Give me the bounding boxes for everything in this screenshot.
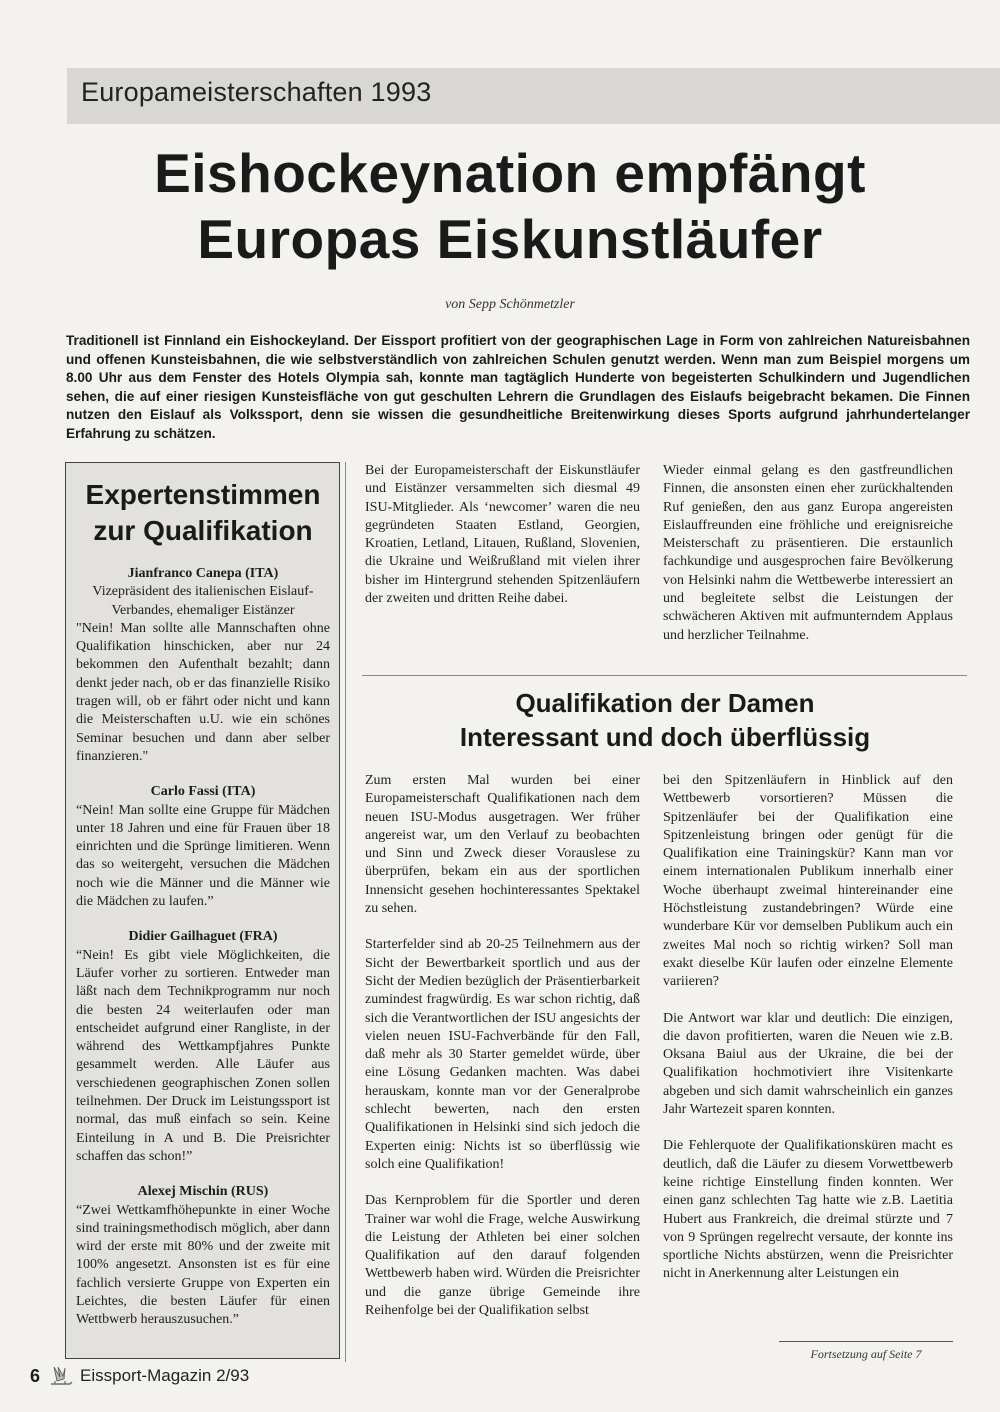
intro-column-right: [663, 462, 953, 663]
expert-name: Jianfranco Canepa (ITA): [127, 566, 279, 581]
byline: von Sepp Schönmetzler: [445, 297, 575, 312]
expert-sidebar: [65, 462, 340, 1359]
expert-entry: [76, 783, 330, 911]
article-title-line-2: Interessant und doch überflüssig: [459, 722, 871, 752]
paragraph: Wieder einmal gelang es den gastfreundlichen Finnen, die ansonsten einen eher zurückhaltenden Ruf genießen, den aus ganz Europa angereisten Eislauffreunden eine fröhliche und ereignisreiche Meisterschaft zu präsentieren. Die erstaunlich fachkundige und ausgesprochen faire Bevölkerung von Helsinki nahm die Wettbewerbe interessiert an und begleitete selbst die Leistungen der schwächeren Aktiven mit aufmunterndem Applaus und herzlicher Teilnahme.: [663, 463, 953, 643]
headline-line-1: Eishockeynation empfängt: [154, 142, 866, 204]
continued-divider: [779, 1341, 953, 1342]
skater-logo-icon: [48, 1363, 74, 1389]
article-column-left: [365, 772, 640, 1338]
expert-name: Didier Gailhaguet (FRA): [128, 929, 278, 945]
section-title: Europameisterschaften 1993: [81, 77, 432, 107]
expert-entry: [76, 1183, 330, 1329]
paragraph: Die Antwort war klar und deutlich: Die einzigen, die davon profitierten, waren die Neuen wie z.B. Oksana Baiul aus der Ukraine, die bei der Qualifikation hochmotiviert ihre Visitenkarte abgeben und sich damit wahrscheinlich ein ganzes Jahr Wartezeit sparen konnten.: [663, 1010, 953, 1118]
article-title-line-1: Qualifikation der Damen: [515, 688, 815, 718]
column-divider: [345, 462, 346, 1362]
headline: [60, 140, 960, 272]
headline-line-2: Europas Eiskunstläufer: [197, 208, 823, 270]
article-title: [355, 686, 975, 754]
sidebar-title: Expertenstimmen zur Qualifikation: [85, 479, 321, 546]
expert-quote: "Nein! Man sollte alle Mannschaften ohne Qualifikation hinschicken, aber nur 24 bekommen den Aufenthalt bezahlt; dann denkt jeder nach, ob er das finanzielle Risiko tragen will, ob er fährt oder nicht und kann die Meisterschaften u.U. wie ein schönes Seminar besuchen und dann aber selber finanzieren.": [76, 620, 330, 764]
continued-note[interactable]: Fortsetzung auf Seite 7: [810, 1347, 922, 1361]
expert-name: Alexej Mischin (RUS): [137, 1184, 269, 1200]
expert-quote: “Nein! Es gibt viele Möglichkeiten, die Läufer vorher zu sortieren. Entweder man läßt nach dem Technikprogramm nur noch die besten 24 weiterlaufen oder man entscheidet aufgrund einer Rangliste, in der während des Wettkampfjahres Punkte gesammelt werden. Alle Läufer aus verschiedenen geographischen Zonen sollen teilnehmen. Der Druck im Leistungssport ist normal, das muß einfach so sein. Keine Einteilung in A und B. Die Preisrichter schaffen das schon!”: [76, 947, 330, 1164]
page-number: 6: [30, 1365, 41, 1386]
page-footer: [30, 1362, 249, 1390]
expert-role: Vizepräsident des italienischen Eislauf-Verbandes, ehemaliger Eistänzer: [92, 584, 314, 618]
expert-quote: “Nein! Man sollte eine Gruppe für Mädchen unter 18 Jahren und eine für Frauen über 18 einrichten und die Sprünge limitieren. Wenn das so weitergeht, versuchen die Mädchen noch wie die Männer und die Männer wie die Mädchen zu laufen.”: [76, 802, 330, 910]
expert-quote: “Zwei Wettkamfhöhepunkte in einer Woche sind trainingsmethodisch möglich, aber dann wird der erste mit 80% und der zweite mit 100% angesetzt. Ansonsten ist es für eine fachlich versierte Gruppe von Experten ein Leichtes, die besten Läufer für einen Wettbwerb herauszusuchen.”: [76, 1202, 330, 1328]
expert-entry: [76, 565, 330, 766]
paragraph: Zum ersten Mal wurden bei einer Europameisterschaft Qualifikationen nach dem neuen ISU-Modus ausgetragen. Wer früher angereist war, um den Verlauf zu beobachten und Sinn und Zweck dieser Vorauslese zu überprüfen, bekam ein aus der sportlichen Innensicht gesehen hochinteressantes Spektakel zu sehen.: [365, 773, 640, 917]
article-column-right: [663, 772, 953, 1302]
expert-name: Carlo Fassi (ITA): [150, 784, 256, 800]
section-header-band: [67, 68, 1000, 124]
section-divider: [362, 675, 967, 676]
lead-paragraph: Traditionell ist Finnland ein Eishockeyland. Der Eissport profitiert von der geographischen Lage in Form von zahlreichen Natureisbahnen und offenen Kunsteisbahnen, die wie selbstverständlich von zahlreichen Schulen genutzt werden. Wenn man zum Beispiel morgens um 8.00 Uhr aus dem Fenster des Hotels Olympia sah, konnte man tagtäglich Hunderte von begeisterten Schulkindern und Jugendlichen sehen, die auf einer riesigen Kunsteisfläche von gut geschulten Lehrern die Grundlagen des Eislaufs beigebracht bekamen. Die Finnen nutzen den Eislauf als Volkssport, denn sie wissen die gesundheitliche Breitenwirkung dieses Sports aufgrund jahrhundertelanger Erfahrung zu schätzen.: [66, 333, 970, 441]
expert-entry: [76, 928, 330, 1166]
paragraph: bei den Spitzenläufern in Hinblick auf den Wettbewerb vorsortieren? Müssen die Spitzenläufer bei der Qualifikation eine Spitzenleistung bringen oder genügt für die Qualifikation eine Trainingskür? Kann man vor einem internationalen Publikum innerhalb einer Woche überhaupt zweimal hintereinander eine Höchstleistung zustandebringen? Würde eine wunderbare Kür vor demselben Publikum auch ein zweites Mal noch so richtig wirken? Soll man exakt dieselbe Kür laufen oder einzelne Elemente variieren?: [663, 773, 953, 990]
paragraph: Die Fehlerquote der Qualifikationsküren macht es deutlich, daß die Läufer zu diesem Vorwettbewerb keine richtige Einstellung finden konnten. Wer einen ganz schlechten Tag hatte wie z.B. Laetitia Hubert aus Frankreich, die dreimal stürzte und 7 von 9 Sprüngen regelrecht versaute, der konnte ins sportliche Nichts abstürzen, wenn die Preisrichter nicht in Anerkennung alter Leistungen ein: [663, 1138, 953, 1282]
paragraph: Bei der Europameisterschaft der Eiskunstläufer und Eistänzer versammelten sich diesmal 49 ISU-Mitglieder. Als ‘newcomer’ waren die neu gegründeten Staaten Estland, Georgien, Kroatien, Letland, Litauen, Rußland, Slovenien, die Ukraine und Weißrußland mit vielen ihrer bisher im Hintergrund stehenden Spitzenläufern der zweiten und dritten Reihe dabei.: [365, 463, 640, 607]
paragraph: Starterfelder sind ab 20-25 Teilnehmern aus der Sicht der Bewertbarkeit sportlich und aus der Sicht der Medien bezüglich der Präsentierbarkeit zumindest fragwürdig. Es war schon richtig, daß sich die Verantwortlichen der ISU angesichts der vielen neuen ISU-Fachverbände für den Fall, daß mehr als 30 Starter gemeldet würde, über eine Lösung Gedanken machten. Was dabei herauskam, konnte man vor der Generalprobe schlecht bewerten, nach den ersten Qualifikationen in Helsinki sind sich jedoch die Experten einig: Nichts ist so überflüssig wie solch eine Qualifikation!: [365, 937, 640, 1172]
magazine-issue: Eissport-Magazin 2/93: [80, 1366, 250, 1385]
intro-column-left: [365, 462, 640, 626]
paragraph: Das Kernproblem für die Sportler und deren Trainer war wohl die Frage, welche Auswirkung die Leistung der Athleten bei einer solchen Qualifikation auf den darauf folgenden Wettbewerb haben wird. Würden die Preisrichter und die ganze übrige Gemeinde ihre Reihenfolge bei der Qualifikation selbst: [365, 1193, 640, 1319]
